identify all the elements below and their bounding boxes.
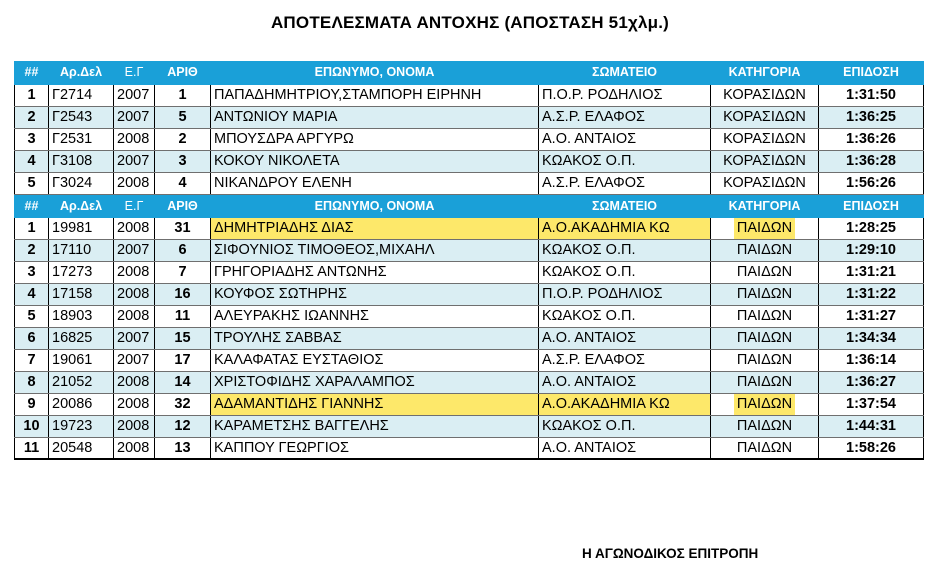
bib-cell: 11 bbox=[155, 305, 211, 327]
time-cell: 1:31:27 bbox=[819, 305, 924, 327]
highlighted-text: ΑΔΑΜΑΝΤΙΔΗΣ ΓΙΑΝΝΗΣ bbox=[211, 394, 538, 415]
year-cell: 2007 bbox=[114, 106, 155, 128]
name-cell: ΚΟΚΟΥ ΝΙΚΟΛΕΤΑ bbox=[211, 150, 539, 172]
table-row bbox=[15, 150, 924, 172]
time-cell: 1:28:25 bbox=[819, 217, 924, 239]
rank-cell: 1 bbox=[15, 84, 49, 106]
name-cell: ΤΡΟΥΛΗΣ ΣΑΒΒΑΣ bbox=[211, 327, 539, 349]
name-cell: ΑΛΕΥΡΑΚΗΣ ΙΩΑΝΝΗΣ bbox=[211, 305, 539, 327]
category-cell: ΠΑΙΔΩΝ bbox=[711, 349, 819, 371]
year-cell: 2008 bbox=[114, 128, 155, 150]
club-cell: Α.Σ.Ρ. ΕΛΑΦΟΣ bbox=[539, 349, 711, 371]
footer-signature: Η ΑΓΩΝΟΔΙΚΟΣ ΕΠΙΤΡΟΠΗ bbox=[582, 546, 759, 561]
club-cell: Α.Σ.Ρ. ΕΛΑΦΟΣ bbox=[539, 172, 711, 194]
card-cell: Γ2714 bbox=[49, 84, 114, 106]
name-cell: ΝΙΚΑΝΔΡΟΥ ΕΛΕΝΗ bbox=[211, 172, 539, 194]
rank-cell: 5 bbox=[15, 305, 49, 327]
category-cell: ΚΟΡΑΣΙΔΩΝ bbox=[711, 128, 819, 150]
club-cell: ΚΩΑΚΟΣ Ο.Π. bbox=[539, 305, 711, 327]
time-cell: 1:36:14 bbox=[819, 349, 924, 371]
header-rank: ## bbox=[15, 194, 49, 217]
header-card-no: Αρ.Δελ bbox=[49, 194, 114, 217]
category-cell: ΠΑΙΔΩΝ bbox=[711, 415, 819, 437]
table-row bbox=[15, 305, 924, 327]
bib-cell: 2 bbox=[155, 128, 211, 150]
card-cell: 17158 bbox=[49, 283, 114, 305]
year-cell: 2008 bbox=[114, 261, 155, 283]
year-cell: 2008 bbox=[114, 172, 155, 194]
name-cell: ΧΡΙΣΤΟΦΙΔΗΣ ΧΑΡΑΛΑΜΠΟΣ bbox=[211, 371, 539, 393]
club-cell: Α.Ο. ΑΝΤΑΙΟΣ bbox=[539, 327, 711, 349]
name-cell: ΠΑΠΑΔΗΜΗΤΡΙΟΥ,ΣΤΑΜΠΟΡΗ ΕΙΡΗΝΗ bbox=[211, 84, 539, 106]
card-cell: 18903 bbox=[49, 305, 114, 327]
name-cell: ΣΙΦΟΥΝΙΟΣ ΤΙΜΟΘΕΟΣ,ΜΙΧΑΗΛ bbox=[211, 239, 539, 261]
year-cell: 2007 bbox=[114, 84, 155, 106]
category-cell bbox=[711, 217, 819, 239]
category-cell: ΠΑΙΔΩΝ bbox=[711, 261, 819, 283]
category-cell: ΠΑΙΔΩΝ bbox=[711, 371, 819, 393]
header-category: ΚΑΤΗΓΟΡΙΑ bbox=[711, 61, 819, 84]
highlighted-text: ΔΗΜΗΤΡΙΑΔΗΣ ΔΙΑΣ bbox=[211, 218, 538, 239]
bib-cell: 15 bbox=[155, 327, 211, 349]
rank-cell: 4 bbox=[15, 283, 49, 305]
name-cell: ΜΠΟΥΣΔΡΑ ΑΡΓΥΡΩ bbox=[211, 128, 539, 150]
card-cell: 17273 bbox=[49, 261, 114, 283]
highlighted-text: ΠΑΙΔΩΝ bbox=[734, 218, 795, 239]
rank-cell: 2 bbox=[15, 239, 49, 261]
table-row bbox=[15, 172, 924, 194]
header-name: ΕΠΩΝΥΜΟ, ΟΝΟΜΑ bbox=[211, 61, 539, 84]
year-cell: 2008 bbox=[114, 393, 155, 415]
time-cell: 1:56:26 bbox=[819, 172, 924, 194]
table-row bbox=[15, 217, 924, 239]
rank-cell: 1 bbox=[15, 217, 49, 239]
year-cell: 2008 bbox=[114, 415, 155, 437]
header-time: ΕΠΙΔΟΣΗ bbox=[819, 61, 924, 84]
name-cell bbox=[211, 393, 539, 415]
club-cell: Α.Ο. ΑΝΤΑΙΟΣ bbox=[539, 437, 711, 459]
name-cell: ΚΑΛΑΦΑΤΑΣ ΕΥΣΤΑΘΙΟΣ bbox=[211, 349, 539, 371]
card-cell: Γ3108 bbox=[49, 150, 114, 172]
year-cell: 2008 bbox=[114, 283, 155, 305]
year-cell: 2007 bbox=[114, 349, 155, 371]
name-cell bbox=[211, 217, 539, 239]
card-cell: 19061 bbox=[49, 349, 114, 371]
club-cell: ΚΩΑΚΟΣ Ο.Π. bbox=[539, 150, 711, 172]
club-cell: Π.Ο.Ρ. ΡΟΔΗΛΙΟΣ bbox=[539, 283, 711, 305]
year-cell: 2008 bbox=[114, 371, 155, 393]
header-bib-no: ΑΡΙΘ bbox=[155, 61, 211, 84]
header-category: ΚΑΤΗΓΟΡΙΑ bbox=[711, 194, 819, 217]
highlighted-text: Α.Ο.ΑΚΑΔΗΜΙΑ ΚΩ bbox=[539, 218, 710, 239]
page-title: ΑΠΟΤΕΛΕΣΜΑΤΑ ΑΝΤΟΧΗΣ (ΑΠΟΣΤΑΣΗ 51χλμ.) bbox=[270, 13, 670, 32]
category-cell: ΠΑΙΔΩΝ bbox=[711, 437, 819, 459]
card-cell: 20086 bbox=[49, 393, 114, 415]
card-cell: Γ2543 bbox=[49, 106, 114, 128]
name-cell: ΚΑΠΠΟΥ ΓΕΩΡΓΙΟΣ bbox=[211, 437, 539, 459]
bib-cell: 7 bbox=[155, 261, 211, 283]
time-cell: 1:44:31 bbox=[819, 415, 924, 437]
time-cell: 1:34:34 bbox=[819, 327, 924, 349]
category-cell: ΠΑΙΔΩΝ bbox=[711, 283, 819, 305]
year-cell: 2008 bbox=[114, 217, 155, 239]
rank-cell: 4 bbox=[15, 150, 49, 172]
table-row bbox=[15, 261, 924, 283]
rank-cell: 5 bbox=[15, 172, 49, 194]
year-cell: 2007 bbox=[114, 327, 155, 349]
name-cell: ΑΝΤΩΝΙΟΥ ΜΑΡΙΑ bbox=[211, 106, 539, 128]
bib-cell: 5 bbox=[155, 106, 211, 128]
card-cell: 20548 bbox=[49, 437, 114, 459]
time-cell: 1:36:25 bbox=[819, 106, 924, 128]
club-cell: ΚΩΑΚΟΣ Ο.Π. bbox=[539, 239, 711, 261]
card-cell: Γ2531 bbox=[49, 128, 114, 150]
time-cell: 1:36:28 bbox=[819, 150, 924, 172]
category-cell: ΚΟΡΑΣΙΔΩΝ bbox=[711, 106, 819, 128]
table-row bbox=[15, 437, 924, 459]
club-cell: ΚΩΑΚΟΣ Ο.Π. bbox=[539, 261, 711, 283]
header-time: ΕΠΙΔΟΣΗ bbox=[819, 194, 924, 217]
name-cell: ΚΟΥΦΟΣ ΣΩΤΗΡΗΣ bbox=[211, 283, 539, 305]
time-cell: 1:37:54 bbox=[819, 393, 924, 415]
table-header-row bbox=[15, 194, 924, 217]
header-club: ΣΩΜΑΤΕΙΟ bbox=[539, 194, 711, 217]
club-cell bbox=[539, 393, 711, 415]
bib-cell: 14 bbox=[155, 371, 211, 393]
bib-cell: 12 bbox=[155, 415, 211, 437]
card-cell: 16825 bbox=[49, 327, 114, 349]
highlighted-text: ΠΑΙΔΩΝ bbox=[734, 394, 795, 415]
category-cell: ΚΟΡΑΣΙΔΩΝ bbox=[711, 172, 819, 194]
table-row bbox=[15, 128, 924, 150]
card-cell: 21052 bbox=[49, 371, 114, 393]
bib-cell: 32 bbox=[155, 393, 211, 415]
bib-cell: 31 bbox=[155, 217, 211, 239]
category-cell: ΚΟΡΑΣΙΔΩΝ bbox=[711, 150, 819, 172]
club-cell: Α.Ο. ΑΝΤΑΙΟΣ bbox=[539, 371, 711, 393]
card-cell: Γ3024 bbox=[49, 172, 114, 194]
bib-cell: 1 bbox=[155, 84, 211, 106]
category-cell: ΠΑΙΔΩΝ bbox=[711, 239, 819, 261]
table-row bbox=[15, 327, 924, 349]
table-header-row bbox=[15, 61, 924, 84]
card-cell: 19981 bbox=[49, 217, 114, 239]
table-row bbox=[15, 84, 924, 106]
time-cell: 1:58:26 bbox=[819, 437, 924, 459]
year-cell: 2008 bbox=[114, 305, 155, 327]
time-cell: 1:31:22 bbox=[819, 283, 924, 305]
time-cell: 1:36:26 bbox=[819, 128, 924, 150]
rank-cell: 3 bbox=[15, 261, 49, 283]
rank-cell: 3 bbox=[15, 128, 49, 150]
rank-cell: 11 bbox=[15, 437, 49, 459]
table-row bbox=[15, 283, 924, 305]
header-name: ΕΠΩΝΥΜΟ, ΟΝΟΜΑ bbox=[211, 194, 539, 217]
year-cell: 2007 bbox=[114, 239, 155, 261]
table-row bbox=[15, 239, 924, 261]
name-cell: ΚΑΡΑΜΕΤΣΗΣ ΒΑΓΓΕΛΗΣ bbox=[211, 415, 539, 437]
category-cell bbox=[711, 393, 819, 415]
table-row bbox=[15, 415, 924, 437]
table-row bbox=[15, 393, 924, 415]
year-cell: 2007 bbox=[114, 150, 155, 172]
table-row bbox=[15, 106, 924, 128]
header-bib-no: ΑΡΙΘ bbox=[155, 194, 211, 217]
club-cell: Α.Ο. ΑΝΤΑΙΟΣ bbox=[539, 128, 711, 150]
header-rank: ## bbox=[15, 61, 49, 84]
bib-cell: 13 bbox=[155, 437, 211, 459]
rank-cell: 2 bbox=[15, 106, 49, 128]
name-cell: ΓΡΗΓΟΡΙΑΔΗΣ ΑΝΤΩΝΗΣ bbox=[211, 261, 539, 283]
time-cell: 1:36:27 bbox=[819, 371, 924, 393]
highlighted-text: Α.Ο.ΑΚΑΔΗΜΙΑ ΚΩ bbox=[539, 394, 710, 415]
bib-cell: 3 bbox=[155, 150, 211, 172]
table-row bbox=[15, 371, 924, 393]
time-cell: 1:29:10 bbox=[819, 239, 924, 261]
club-cell: ΚΩΑΚΟΣ Ο.Π. bbox=[539, 415, 711, 437]
time-cell: 1:31:50 bbox=[819, 84, 924, 106]
rank-cell: 7 bbox=[15, 349, 49, 371]
results-table bbox=[14, 61, 924, 460]
club-cell bbox=[539, 217, 711, 239]
club-cell: Π.Ο.Ρ. ΡΟΔΗΛΙΟΣ bbox=[539, 84, 711, 106]
rank-cell: 9 bbox=[15, 393, 49, 415]
bib-cell: 4 bbox=[155, 172, 211, 194]
table-row bbox=[15, 349, 924, 371]
rank-cell: 8 bbox=[15, 371, 49, 393]
rank-cell: 6 bbox=[15, 327, 49, 349]
bib-cell: 16 bbox=[155, 283, 211, 305]
bib-cell: 6 bbox=[155, 239, 211, 261]
header-club: ΣΩΜΑΤΕΙΟ bbox=[539, 61, 711, 84]
card-cell: 17110 bbox=[49, 239, 114, 261]
category-cell: ΠΑΙΔΩΝ bbox=[711, 327, 819, 349]
time-cell: 1:31:21 bbox=[819, 261, 924, 283]
header-card-no: Αρ.Δελ bbox=[49, 61, 114, 84]
card-cell: 19723 bbox=[49, 415, 114, 437]
category-cell: ΠΑΙΔΩΝ bbox=[711, 305, 819, 327]
category-cell: ΚΟΡΑΣΙΔΩΝ bbox=[711, 84, 819, 106]
year-cell: 2008 bbox=[114, 437, 155, 459]
club-cell: Α.Σ.Ρ. ΕΛΑΦΟΣ bbox=[539, 106, 711, 128]
bib-cell: 17 bbox=[155, 349, 211, 371]
header-birth-year: Ε.Γ bbox=[114, 194, 155, 217]
header-birth-year: Ε.Γ bbox=[114, 61, 155, 84]
rank-cell: 10 bbox=[15, 415, 49, 437]
